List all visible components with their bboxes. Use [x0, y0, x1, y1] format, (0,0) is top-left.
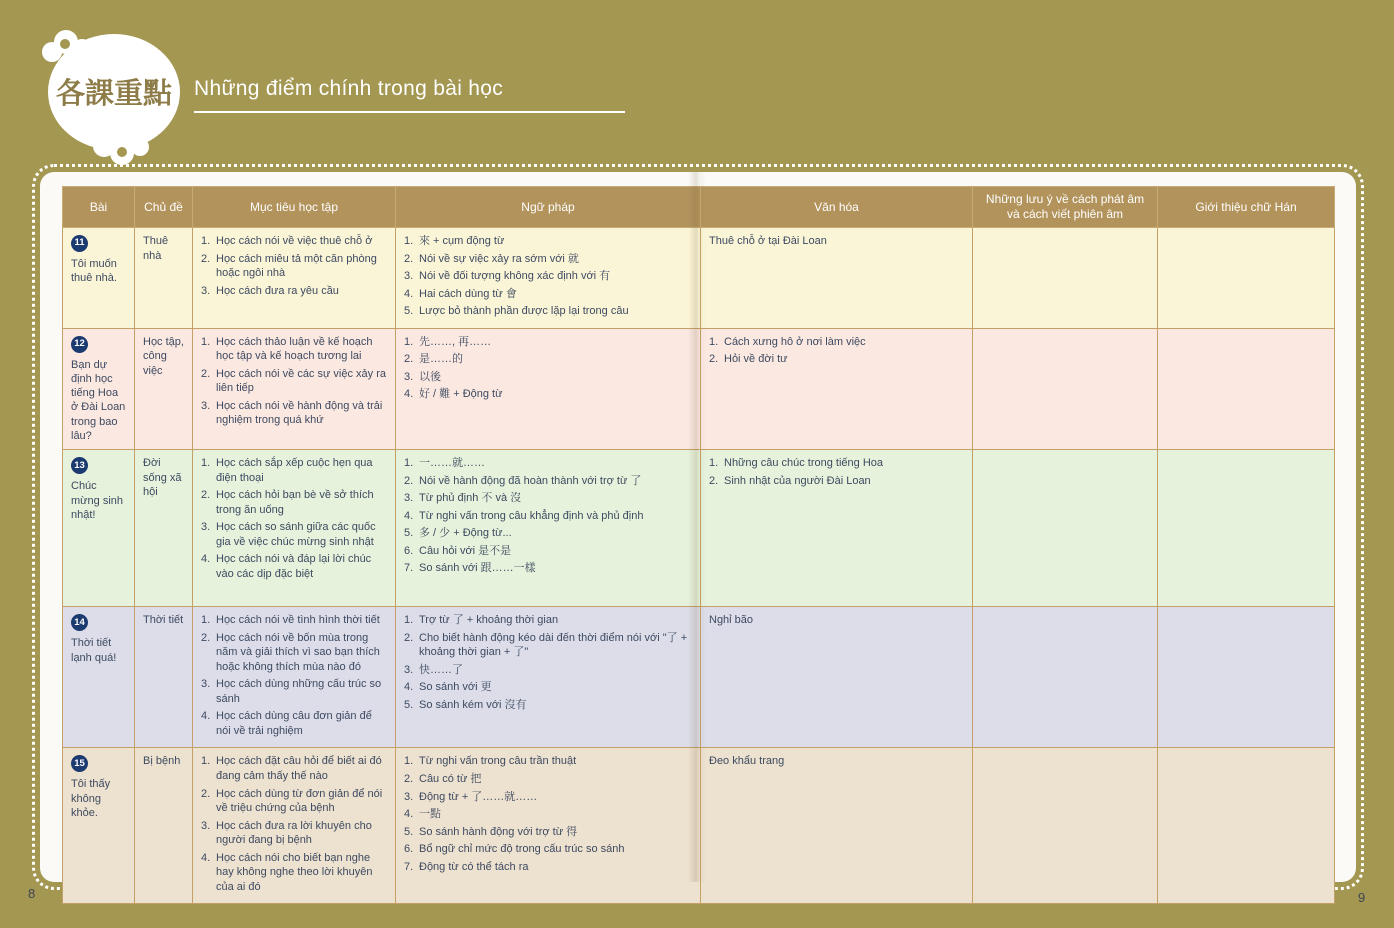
lesson-number-badge: 14 [71, 614, 88, 631]
culture-cell [701, 450, 973, 607]
pronunciation-notes-cell [973, 228, 1158, 329]
topic-cell [135, 748, 193, 904]
pronunciation-notes-cell [973, 748, 1158, 904]
grammar-item: 3. Động từ + 了……就…… [404, 790, 538, 803]
objective-item: 1. Học cách đặt câu hỏi để biết ai đó đang cảm thấy thế nào [201, 755, 382, 782]
item-number: 5. [404, 305, 414, 318]
objective-item: 4. Học cách dùng câu đơn giản để nói về trải nghiệm [201, 710, 372, 737]
table-row [63, 748, 1335, 904]
item-number: 1. [404, 457, 414, 470]
item-number: 3. [404, 370, 414, 383]
table-header-cell: Ngữ pháp [396, 187, 701, 228]
lesson-cell [63, 228, 135, 329]
item-number: 2. [404, 252, 414, 265]
table-header-cell: Giới thiệu chữ Hán [1158, 187, 1335, 228]
item-number: 4. [404, 509, 414, 522]
pronunciation-notes-cell [973, 607, 1158, 748]
chapter-cloud-badge [38, 26, 190, 166]
table-header-cell: Chủ đề [135, 187, 193, 228]
item-number: 5. [404, 698, 414, 711]
grammar-item: 7. So sánh với 跟……一樣 [404, 562, 536, 575]
objective-item: 2. Học cách nói về các sự việc xảy ra liên tiếp [201, 367, 386, 395]
lesson-title: Thời tiết lạnh quá! [71, 637, 117, 664]
objective-item: 3. Học cách so sánh giữa các quốc gia về việc chúc mừng sinh nhật [201, 521, 376, 548]
lesson-cell [63, 450, 135, 607]
lesson-cell [63, 748, 135, 904]
table-header-cell: Những lưu ý về cách phát âm và cách viết phiên âm [973, 187, 1158, 228]
lesson-cell [63, 607, 135, 748]
item-number: 1. [201, 335, 211, 348]
table-row [63, 228, 1335, 329]
grammar-item: 3. Nói về đối tượng không xác định với 有 [404, 270, 611, 283]
objective-item: 3. Học cách nói về hành động và trải nghiệm trong quá khứ [201, 399, 383, 427]
item-number: 4. [404, 287, 414, 300]
lesson-number-badge: 13 [71, 457, 88, 474]
lesson-cell [63, 328, 135, 450]
grammar-item: 3. 快……了 [404, 663, 463, 676]
grammar-item: 3. Từ phủ định 不 và 沒 [404, 492, 522, 505]
item-number: 4. [404, 808, 414, 821]
pronunciation-notes-cell [973, 450, 1158, 607]
topic-cell [135, 450, 193, 607]
item-number: 2. [201, 489, 211, 502]
objective-item: 4. Học cách nói và đáp lại lời chúc vào các dịp đặc biệt [201, 553, 372, 580]
item-number: 3. [404, 790, 414, 803]
culture-item: Nghỉ bão [709, 614, 754, 627]
item-number: 4. [404, 681, 414, 694]
item-number: 2. [404, 773, 414, 785]
table-header-cell: Mục tiêu học tập [193, 187, 396, 228]
objective-item: 2. Học cách miêu tả một căn phòng hoặc ngôi nhà [201, 252, 377, 280]
item-number: 1. [201, 457, 211, 470]
item-number: 6. [404, 544, 414, 557]
culture-cell [701, 328, 973, 450]
objective-item: 1. Học cách sắp xếp cuộc hẹn qua điện thoại [201, 457, 373, 484]
objective-item: 2. Học cách dùng từ đơn giản để nói về triệu chứng của bệnh [201, 787, 383, 815]
objective-item: 1. Học cách nói về tình hình thời tiết [201, 614, 380, 627]
item-number: 2. [201, 631, 211, 644]
item-number: 1. [404, 335, 414, 348]
item-number: 2. [201, 252, 211, 265]
grammar-item: 6. Bổ ngữ chỉ mức độ trong cấu trúc so sánh [404, 843, 625, 856]
topic-cell [135, 228, 193, 329]
grammar-item: 7. Động từ có thể tách ra [404, 860, 529, 873]
grammar-item: 1. 來 + cụm động từ [404, 235, 505, 247]
table-header-cell: Bài [63, 187, 135, 228]
grammar-item: 4. Hai cách dùng từ 會 [404, 287, 517, 300]
objective-item: 2. Học cách hỏi bạn bè về sở thích trong ăn uống [201, 489, 374, 516]
table-row [63, 450, 1335, 607]
table-header [63, 187, 1335, 228]
culture-cell [701, 748, 973, 904]
lesson-number-badge: 15 [71, 755, 88, 772]
item-number: 2. [709, 474, 719, 487]
culture-cell [701, 607, 973, 748]
topic-cell [135, 607, 193, 748]
grammar-item: 2. Câu có từ 把 [404, 773, 482, 785]
table-row [63, 328, 1335, 450]
objective-item: 4. Học cách nói cho biết bạn nghe hay không nghe theo lời khuyên của ai đó [201, 851, 373, 893]
objective-item: 2. Học cách nói về bốn mùa trong năm và giải thích vì sao bạn thích hoặc không thích mùa nào đó [201, 631, 380, 673]
grammar-item: 6. Câu hỏi với 是不是 [404, 544, 512, 557]
culture-item: Thuê chỗ ở tại Đài Loan [709, 235, 827, 247]
item-number: 3. [201, 819, 211, 832]
hanzi-intro-cell [1158, 748, 1335, 904]
item-number: 1. [404, 614, 414, 627]
item-number: 4. [201, 710, 211, 723]
grammar-item: 3. 以後 [404, 370, 441, 383]
grammar-cell [396, 228, 701, 329]
item-number: 2. [709, 353, 719, 366]
white-page-spread [40, 172, 1356, 893]
table-row [63, 607, 1335, 748]
item-number: 5. [404, 825, 414, 838]
item-number: 3. [404, 492, 414, 505]
grammar-cell [396, 328, 701, 450]
objective-item: 3. Học cách đưa ra yêu cầu [201, 284, 339, 297]
grammar-item: 5. So sánh kém với 沒有 [404, 698, 527, 711]
culture-item: Đeo khẩu trang [709, 755, 785, 768]
objectives-cell [193, 748, 396, 904]
objectives-cell [193, 228, 396, 329]
objectives-cell [193, 607, 396, 748]
topic-text: Thời tiết [143, 614, 184, 627]
item-number: 5. [404, 527, 414, 540]
item-number: 1. [201, 755, 211, 768]
item-number: 3. [201, 521, 211, 534]
grammar-cell [396, 607, 701, 748]
grammar-item: 2. 是……的 [404, 353, 463, 366]
title-underline [194, 111, 625, 113]
item-number: 7. [404, 860, 414, 873]
lesson-number-badge: 12 [71, 336, 88, 353]
grammar-item: 4. Từ nghi vấn trong câu khẳng định và phủ định [404, 509, 644, 522]
grammar-item: 1. 一……就…… [404, 457, 485, 470]
page-title: Những điểm chính trong bài học [194, 77, 504, 100]
topic-text: Học tập, công việc [143, 335, 184, 377]
grammar-item: 4. 一點 [404, 808, 441, 821]
item-number: 1. [404, 755, 414, 768]
culture-item: 2. Sinh nhật của người Đài Loan [709, 474, 871, 487]
item-number: 3. [404, 663, 414, 676]
table-header-cell: Văn hóa [701, 187, 973, 228]
culture-item: 2. Hỏi về đời tư [709, 353, 788, 366]
lessons-table [62, 186, 1335, 904]
cloud-badge-icon [38, 26, 190, 166]
item-number: 3. [404, 270, 414, 283]
objective-item: 1. Học cách nói về việc thuê chỗ ở [201, 235, 373, 247]
item-number: 2. [404, 631, 414, 644]
topic-text: Bị bệnh [143, 755, 181, 768]
grammar-item: 2. Nói về hành động đã hoàn thành với trợ từ 了 [404, 474, 642, 487]
topic-text: Thuê nhà [143, 235, 169, 262]
lesson-title: Bạn dự định học tiếng Hoa ở Đài Loan trong bao lâu? [71, 358, 126, 443]
item-number: 6. [404, 843, 414, 856]
lesson-number-badge: 11 [71, 235, 88, 252]
grammar-item: 2. Cho biết hành động kéo dài đến thời điểm nói với "了 + khoảng thời gian + 了" [404, 631, 688, 659]
item-number: 1. [201, 235, 211, 247]
pronunciation-notes-cell [973, 328, 1158, 450]
item-number: 2. [404, 353, 414, 366]
item-number: 4. [201, 553, 211, 566]
item-number: 2. [404, 474, 414, 487]
item-number: 3. [201, 284, 211, 297]
grammar-cell [396, 748, 701, 904]
lesson-title: Tôi muốn thuê nhà. [71, 258, 117, 285]
hanzi-intro-cell [1158, 228, 1335, 329]
grammar-item: 2. Nói về sự việc xảy ra sớm với 就 [404, 252, 579, 265]
culture-item: 1. Cách xưng hô ở nơi làm việc [709, 335, 866, 348]
item-number: 2. [201, 787, 211, 800]
grammar-item: 4. So sánh với 更 [404, 681, 492, 694]
item-number: 1. [709, 457, 719, 470]
grammar-cell [396, 450, 701, 607]
hanzi-intro-cell [1158, 450, 1335, 607]
objectives-cell [193, 450, 396, 607]
lesson-title: Chúc mừng sinh nhật! [71, 480, 123, 521]
topic-text: Đời sống xã hội [143, 457, 182, 499]
grammar-item: 1. Từ nghi vấn trong câu trần thuật [404, 755, 577, 768]
grammar-item: 5. Lược bỏ thành phần được lặp lại trong câu [404, 305, 629, 318]
hanzi-intro-cell [1158, 607, 1335, 748]
hanzi-intro-cell [1158, 328, 1335, 450]
culture-cell [701, 228, 973, 329]
item-number: 1. [404, 235, 414, 247]
grammar-item: 4. 好 / 難 + Động từ [404, 388, 503, 401]
grammar-item: 5. 多 / 少 + Động từ... [404, 527, 512, 540]
item-number: 1. [709, 335, 719, 348]
grammar-item: 1. Trợ từ 了 + khoảng thời gian [404, 614, 559, 627]
item-number: 3. [201, 399, 211, 412]
objectives-cell [193, 328, 396, 450]
chapter-badge-chinese-text: 各課重點 [55, 78, 173, 110]
grammar-item: 1. 先……, 再…… [404, 335, 492, 348]
item-number: 7. [404, 562, 414, 575]
objective-item: 1. Học cách thảo luận về kế hoạch học tập và kế hoạch tương lai [201, 335, 373, 363]
lesson-title: Tôi thấy không khỏe. [71, 778, 111, 820]
item-number: 4. [404, 388, 414, 401]
page-number-right: 9 [1358, 890, 1366, 905]
topic-cell [135, 328, 193, 450]
objective-item: 3. Học cách dùng những cấu trúc so sánh [201, 678, 382, 705]
item-number: 2. [201, 367, 211, 380]
grammar-item: 5. So sánh hành động với trợ từ 得 [404, 825, 578, 838]
item-number: 3. [201, 678, 211, 691]
objective-item: 3. Học cách đưa ra lời khuyên cho người đang bị bệnh [201, 819, 372, 847]
item-number: 1. [201, 614, 211, 627]
culture-item: 1. Những câu chúc trong tiếng Hoa [709, 457, 884, 470]
item-number: 4. [201, 851, 211, 864]
page-number-left: 8 [28, 886, 36, 901]
